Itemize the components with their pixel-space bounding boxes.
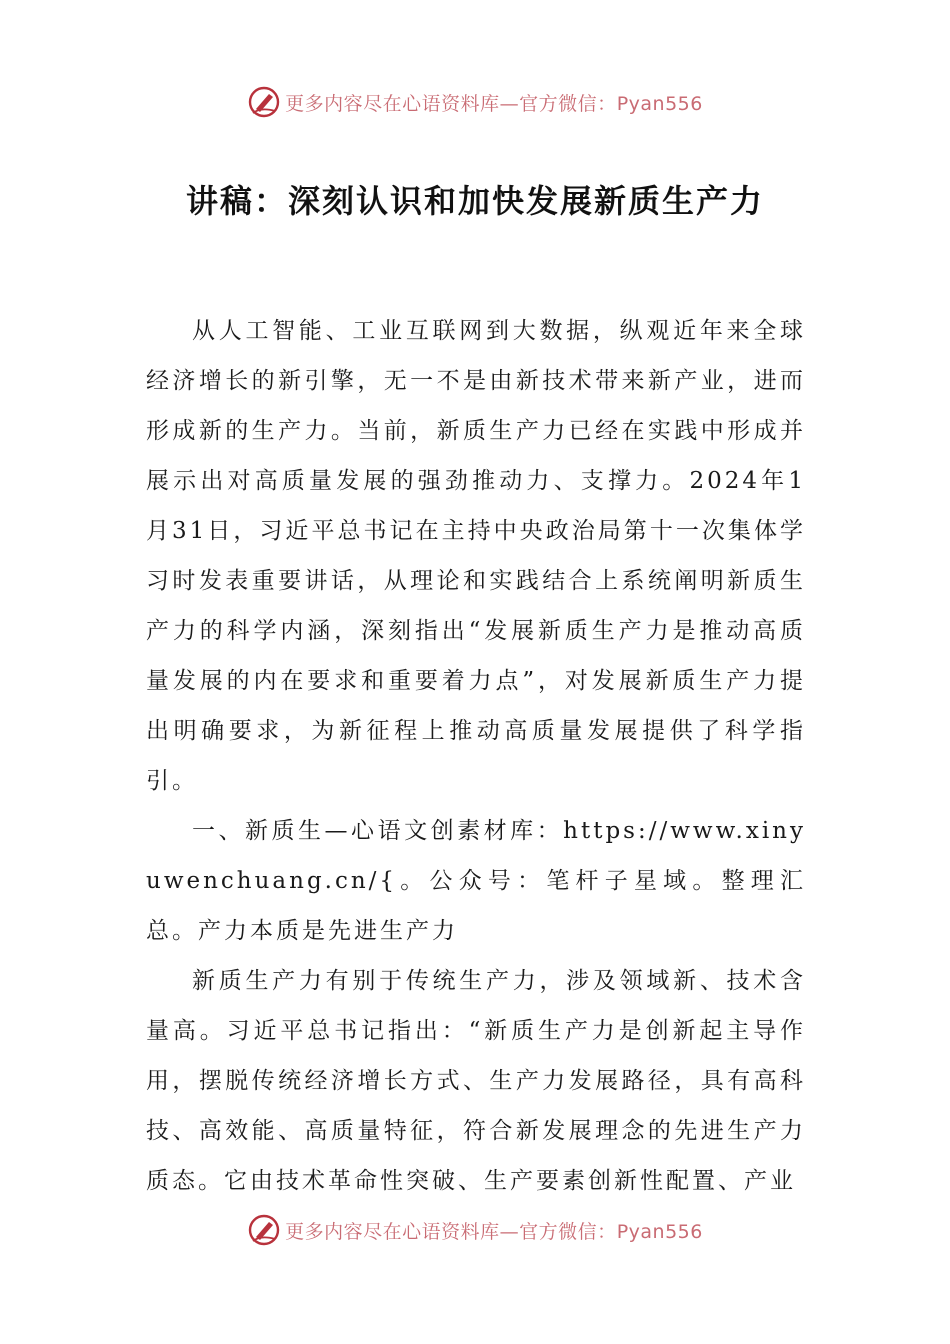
banner-text (285, 1217, 703, 1244)
footer-banner (0, 1210, 950, 1250)
banner-text (285, 89, 703, 116)
banner-sub: 官方微信： (519, 1220, 617, 1243)
banner-sep: — (499, 92, 520, 115)
banner-sep: — (499, 1220, 520, 1243)
page-title: 讲稿：深刻认识和加快发展新质生产力 (185, 182, 764, 220)
paragraph: 一、新质生—心语文创素材库：https://www.xinyuwenchuang.cn/{。公众号：笔杆子星域。整理汇总。产力本质是先进生产力 (146, 818, 806, 944)
pen-circle-icon (247, 85, 281, 119)
paragraph: 从人工智能、工业互联网到大数据，纵观近年来全球经济增长的新引擎，无一不是由新技术带来新产业，进而形成新的生产力。当前，新质生产力已经在实践中形成并展示出对高质量发展的强劲推动力、支撑力。2024年1月31日，习近平总书记在主持中央政治局第十一次集体学习时发表重要讲话，从理论和实践结合上系统阐明新质生产力的科学内涵，深刻指出“发展新质生产力是推动高质量发展的内在要求和重要着力点”，对发展新质生产力提出明确要求，为新征程上推动高质量发展提供了科学指引。 (146, 318, 806, 794)
banner-main: 更多内容尽在心语资料库 (285, 92, 500, 115)
paragraph: 新质生产力有别于传统生产力，涉及领域新、技术含量高。习近平总书记指出：“新质生产力是创新起主导作用，摆脱传统经济增长方式、生产力发展路径，具有高科技、高效能、高质量特征，符合新发展理念的先进生产力质态。它由技术革命性突破、生产要素创新性配置、产业 (146, 968, 806, 1194)
pen-circle-icon (247, 1213, 281, 1247)
banner-sub: 官方微信： (519, 92, 617, 115)
banner-wechat-id: Pyan556 (616, 92, 703, 115)
document-body (146, 306, 806, 1206)
header-banner (0, 82, 950, 122)
banner-main: 更多内容尽在心语资料库 (285, 1220, 500, 1243)
banner-wechat-id: Pyan556 (616, 1220, 703, 1243)
